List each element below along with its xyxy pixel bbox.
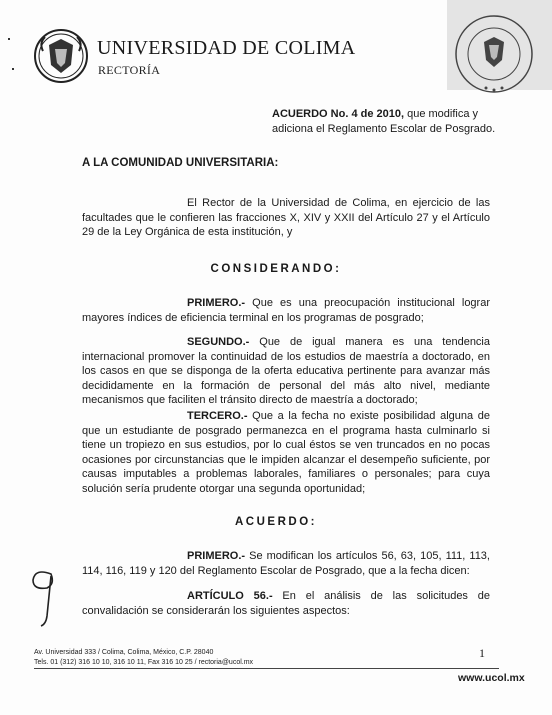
acuerdo-number: ACUERDO No. 4 de 2010, [272,108,405,120]
university-seal-logo [33,25,89,87]
footer-address: Av. Universidad 333 / Colima, Colima, México, C.P. 28040 [34,649,214,656]
office-name: RECTORÍA [98,63,161,77]
footer-divider [34,668,499,669]
scan-speck [8,38,10,40]
handwritten-mark [25,566,63,628]
acuerdo-reference [272,107,502,136]
iso-certification-seal [452,12,536,96]
considerando-segundo: SEGUNDO.- Que de igual manera es una tendencia internacional promover la continuidad de los estudios de maestría a doctorado, en los casos en que se disponga de la oferta educativa pertinente para avanzar más decididamente en la formación de personal del más alto nivel, mediante mecanismos que faciliten el tránsito directo de maestría a doctorado; [82,336,490,406]
page-number: 1 [479,646,485,660]
addressee: A LA COMUNIDAD UNIVERSITARIA: [82,157,279,169]
considerando-tercero: TERCERO.- Que a la fecha no existe posibilidad alguna de que un estudiante de posgrado permanezca en el programa hasta culminarlo si tiene un tropiezo en sus estudios, por lo cual éstos se ven truncados en no pocas ocasiones por circunstancias que le impiden alcanzar el desempeño suficiente, por causas imputables a problemas laborales, familiares o personales; para cuya solución sería prudente otorgar una segunda oportunidad; [82,410,490,495]
footer-address-block [34,648,253,667]
considerando-primero: PRIMERO.- Que es una preocupación institucional lograr mayores índices de eficiencia terminal en los programas de posgrado; [82,297,490,324]
scan-speck [12,68,14,70]
considerando-heading: CONSIDERANDO: [210,263,342,275]
acuerdo-description: que modifica y adiciona el Reglamento Escolar de Posgrado. [272,108,496,135]
acuerdo-heading: ACUERDO: [235,516,317,528]
university-name: UNIVERSIDAD DE COLIMA [97,37,356,59]
intro-paragraph: El Rector de la Universidad de Colima, en ejercicio de las facultades que le confieren las fracciones X, XIV y XXII del Artículo 27 y el Artículo 29 de la Ley Orgánica de esta institución, y [82,197,490,238]
acuerdo-primero: PRIMERO.- Se modifican los artículos 56, 63, 105, 111, 113, 114, 116, 119 y 120 del Reglamento Escolar de Posgrado, que a la fecha dicen: [82,550,490,577]
articulo-56: ARTÍCULO 56.- En el análisis de las solicitudes de convalidación se considerarán los siguientes aspectos: [82,590,490,617]
footer-website: www.ucol.mx [458,672,525,684]
footer-phones: Tels. 01 (312) 316 10 10, 316 10 11, Fax 316 10 25 / rectoria@ucol.mx [34,658,254,666]
